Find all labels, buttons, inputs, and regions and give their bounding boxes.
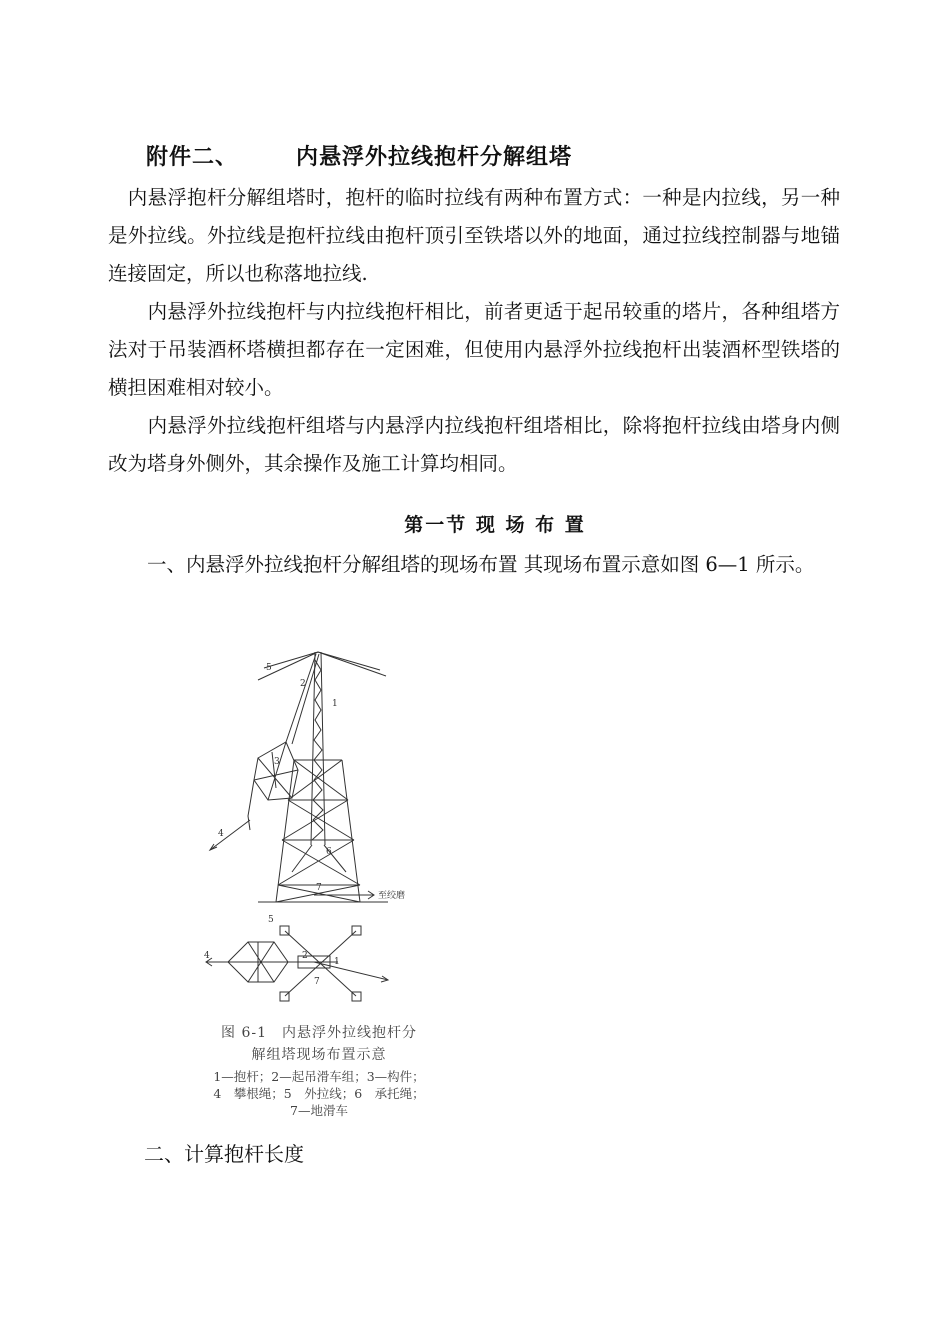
label-4: 4 [218,829,224,839]
guy-line-right-lower [318,652,380,670]
guy-line-left-lower [264,652,318,668]
heading-annex-label: 附件二、 [146,145,239,170]
label-to-winch: 至绞磨 [378,891,406,901]
label-7: 7 [316,883,322,893]
plan-winch-line [314,962,388,980]
paragraph-3: 内悬浮外拉线抱杆组塔与内悬浮内拉线抱杆组塔相比，除将抱杆拉线由塔身内侧改为塔身外侧外，其余操作及施工计算均相同。 [108,414,840,475]
plan-label-2: 2 [302,951,308,961]
figure-legend-line-3: 7—地滑车 [290,1103,348,1118]
heading-title: 内悬浮外拉线抱杆分解组塔 [296,145,573,170]
document-heading [146,140,572,171]
support-rope-left [292,845,312,872]
label-2: 2 [300,679,306,689]
plan-label-4: 4 [204,951,210,961]
label-5: 5 [266,663,272,673]
figure-legend-line-2: 4 攀根绳；5 外拉线；6 承托绳； [213,1086,425,1101]
plan-label-1: 1 [334,957,340,967]
item-1-paragraph: 一、内悬浮外拉线抱杆分解组塔的现场布置 其现场布置示意如图 6—1 所示。 [108,553,815,576]
plan-label-7: 7 [314,977,320,987]
paragraph-1: 内悬浮抱杆分解组塔时，抱杆的临时拉线有两种布置方式：一种是内拉线，另一种是外拉线。外拉线是抱杆拉线由抱杆顶引至铁塔以外的地面，通过拉线控制器与地锚连接固定，所以也称落地拉线. [108,186,840,285]
hoist-tackle-line-2 [292,654,319,744]
label-6: 6 [326,847,332,857]
tag-line [210,820,250,850]
site-layout-diagram [188,640,450,1020]
tag-line-upper [248,780,254,830]
hoist-tackle-line-1 [286,654,316,742]
tower-right-leg [342,760,360,902]
component-bracing [254,742,298,800]
figure-legend-line-1: 1—抱杆；2—起吊滑车组；3—构件； [213,1069,425,1084]
guy-line-right-upper [318,652,386,676]
item-2-heading: 二、计算抱杆长度 [144,1142,304,1166]
tower-bracing [276,760,360,902]
figure-6-1 [188,640,448,1120]
figure-caption-line-2: 解组塔现场布置示意 [251,1047,387,1063]
label-3: 3 [274,757,280,767]
label-1: 1 [332,699,338,709]
paragraph-2: 内悬浮外拉线抱杆与内拉线抱杆相比，前者更适于起吊较重的塔片，各种组塔方法对于吊装酒杯塔横担都存在一定困难，但使用内悬浮外拉线抱杆出装酒杯型铁塔的横担困难相对较小。 [108,300,840,399]
plan-component-bracing [228,942,288,982]
plan-label-5: 5 [268,915,274,925]
figure-caption-line-1: 图 6-1 内悬浮外拉线抱杆分 [221,1025,417,1041]
section-title: 第一节 现 场 布 置 [404,514,586,536]
